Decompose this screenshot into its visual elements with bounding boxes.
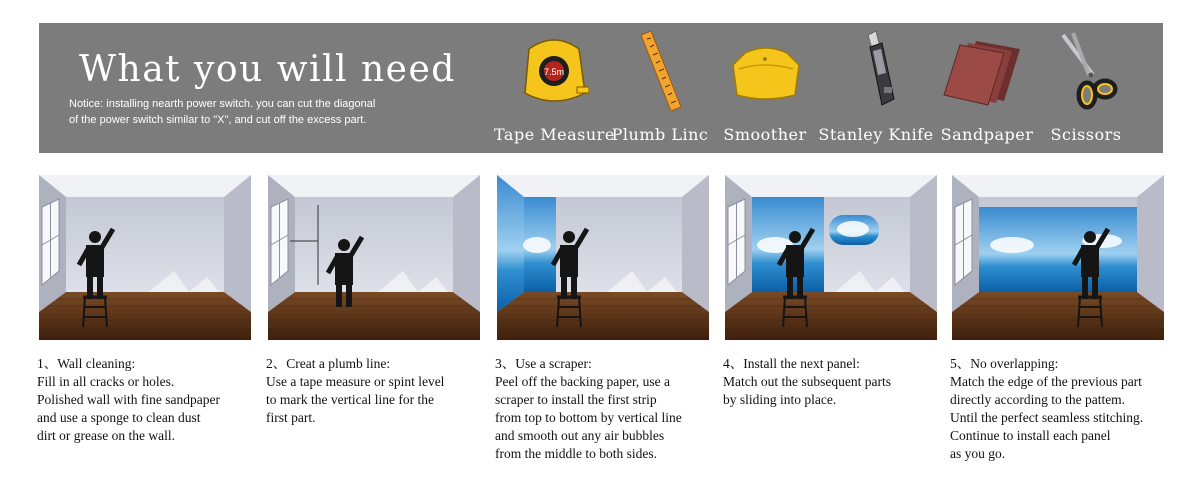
page-title: What you will need xyxy=(79,49,456,90)
step-5-caption: 5、No overlapping: Match the edge of the previous part directly according to the pattem. Until the perfect seamless stitching. Continue to install each panel as you go. xyxy=(950,356,1144,461)
notice-text: Notice: installing nearth power switch. you can cut the diagonal of the power switch similar to "X", and cut off the excess part. xyxy=(69,98,376,126)
scissors-icon xyxy=(1051,31,1121,111)
tool-tape-measure xyxy=(494,31,614,153)
step-3-illustration xyxy=(497,175,709,340)
tool-scissors xyxy=(1026,31,1146,153)
step-1 xyxy=(37,175,251,443)
tool-smoother xyxy=(705,31,825,153)
step-2-caption: 2、Creat a plumb line: Use a tape measure or spint level to mark the vertical line for the first part. xyxy=(266,356,445,425)
tool-plumb-line xyxy=(600,31,720,153)
step-2 xyxy=(266,175,480,425)
step-1-illustration xyxy=(39,175,251,340)
tool-stanley-knife xyxy=(816,31,936,153)
step-3-caption: 3、Use a scraper: Peel off the backing paper, use a scraper to install the first strip from top to bottom by vertical line and smooth out any air bubbles from the middle to both sides. xyxy=(495,356,682,461)
step-5 xyxy=(950,175,1164,461)
tool-label: Sandpaper xyxy=(940,125,1034,144)
ruler-icon xyxy=(625,31,695,111)
step-3 xyxy=(495,175,709,461)
tape-measure-icon xyxy=(519,31,589,111)
tools-banner xyxy=(39,23,1163,153)
sandpaper-icon xyxy=(942,31,1032,111)
step-2-illustration xyxy=(268,175,480,340)
step-5-illustration xyxy=(952,175,1164,340)
step-4 xyxy=(723,175,937,407)
smoother-icon xyxy=(725,31,805,111)
tool-label: Plumb Linc xyxy=(611,125,709,144)
tool-label: Scissors xyxy=(1050,125,1122,144)
tool-label: Smoother xyxy=(723,125,807,144)
step-4-caption: 4、Install the next panel: Match out the subsequent parts by sliding into place. xyxy=(723,356,891,407)
step-1-caption: 1、Wall cleaning: Fill in all cracks or holes. Polished wall with fine sandpaper and use a sponge to clean dust dirt or grease on the wall. xyxy=(37,356,220,443)
utility-knife-icon xyxy=(846,31,906,111)
tool-label: Stanley Knife xyxy=(818,125,934,144)
step-4-illustration xyxy=(725,175,937,340)
tool-label: Tape Measure xyxy=(494,125,615,144)
svg-text:7.5m: 7.5m xyxy=(543,67,565,77)
